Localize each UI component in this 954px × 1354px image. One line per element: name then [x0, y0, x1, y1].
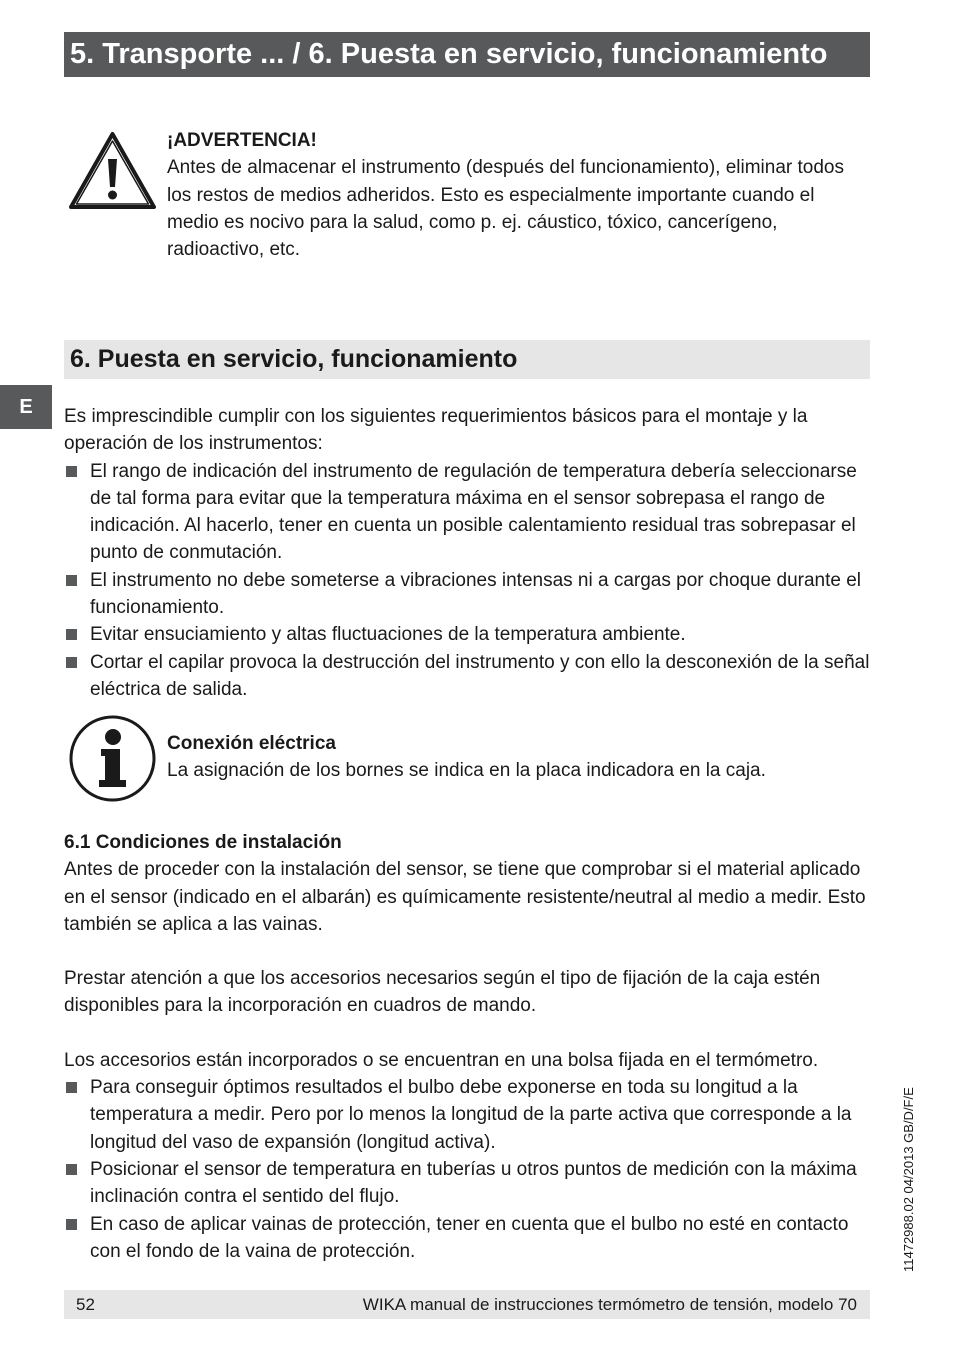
document-code: 11472988.02 04/2013 GB/D/F/E [901, 1087, 916, 1272]
list-item [64, 1211, 870, 1266]
section-6-1-body [64, 829, 870, 1265]
warning-title: ¡ADVERTENCIA! [167, 130, 317, 151]
list-item-text: En caso de aplicar vainas de protección, tener en cuenta que el bulbo no esté en contacto con el fondo de la vaina de protección. [90, 1213, 849, 1262]
page-number: 52 [76, 1295, 95, 1314]
bullet-square-icon [66, 1164, 77, 1175]
list-item [64, 621, 870, 648]
info-block [167, 730, 847, 785]
list-item-text: El rango de indicación del instrumento de regulación de temperatura debería seleccionarse de tal forma para evitar que la temperatura máxima en el sensor sobrepasa el rango de indicación. Al hacerlo, tener en cuenta un posible calentamiento residual tras sobrepasar el punto de conmutación. [90, 460, 857, 564]
list-item-text: Posicionar el sensor de temperatura en tuberías u otros puntos de medición con la máxima inclinación contra el sentido del flujo. [90, 1158, 857, 1208]
info-icon [69, 715, 156, 802]
page-header-title: 5. Transporte ... / 6. Puesta en servicio, funcionamiento [64, 32, 870, 77]
list-item [64, 1156, 870, 1211]
bullet-square-icon [66, 1082, 77, 1093]
info-title: Conexión eléctrica [167, 733, 336, 754]
list-item-text: Evitar ensuciamiento y altas fluctuaciones de la temperatura ambiente. [90, 624, 686, 646]
bullet-square-icon [66, 575, 77, 586]
list-item [64, 567, 870, 622]
list-item [64, 1074, 870, 1156]
footer-document-title: WIKA manual de instrucciones termómetro de tensión, modelo 70 [362, 1295, 857, 1314]
warning-block [167, 127, 847, 263]
language-tab: E [0, 385, 52, 429]
list-item [64, 649, 870, 704]
section-6-1-para-1: Antes de proceder con la instalación del sensor, se tiene que comprobar si el material aplicado en el sensor (indicado en el albarán) es químicamente resistente/neutral al medio a medir. Esto también se aplica a las vainas. [64, 859, 866, 935]
section-6-heading: 6. Puesta en servicio, funcionamiento [64, 340, 870, 379]
section-6-intro: Es imprescindible cumplir con los siguientes requerimientos básicos para el montaje y la operación de los instrumentos: [64, 406, 808, 455]
bullet-square-icon [66, 629, 77, 640]
bullet-square-icon [66, 1219, 77, 1230]
section-6-bullet-list [64, 458, 870, 704]
list-item [64, 458, 870, 567]
list-item-text: Cortar el capilar provoca la destrucción del instrumento y con ello la desconexión de la señal eléctrica de salida. [90, 651, 870, 700]
bullet-square-icon [66, 657, 77, 668]
section-6-1-bullet-list [64, 1074, 870, 1265]
page-footer [64, 1290, 870, 1319]
list-item-text: El instrumento no debe someterse a vibraciones intensas ni a cargas por choque durante el funcionamiento. [90, 569, 862, 619]
section-6-1-heading: 6.1 Condiciones de instalación [64, 832, 342, 853]
warning-text: Antes de almacenar el instrumento (después del funcionamiento), eliminar todos los restos de medios adheridos. Esto es especialmente importante cuando el medio es nocivo para la salud, como p. ej. cáustico, tóxico, cancerígeno, radioactivo, etc. [167, 157, 844, 261]
bullet-square-icon [66, 466, 77, 477]
section-6-body [64, 403, 870, 703]
warning-triangle-icon [68, 131, 157, 210]
info-text: La asignación de los bornes se indica en la placa indicadora en la caja. [167, 760, 766, 782]
section-6-1-para-3: Los accesorios están incorporados o se encuentran en una bolsa fijada en el termómetro. [64, 1049, 819, 1071]
list-item-text: Para conseguir óptimos resultados el bulbo debe exponerse en toda su longitud a la temperatura a medir. Pero por lo menos la longitud de la parte activa que corresponde a la longitud del vaso de expansión (longitud activa). [90, 1077, 852, 1153]
section-6-1-para-2: Prestar atención a que los accesorios necesarios según el tipo de fijación de la caja estén disponibles para la incorporación en cuadros de mando. [64, 968, 821, 1017]
